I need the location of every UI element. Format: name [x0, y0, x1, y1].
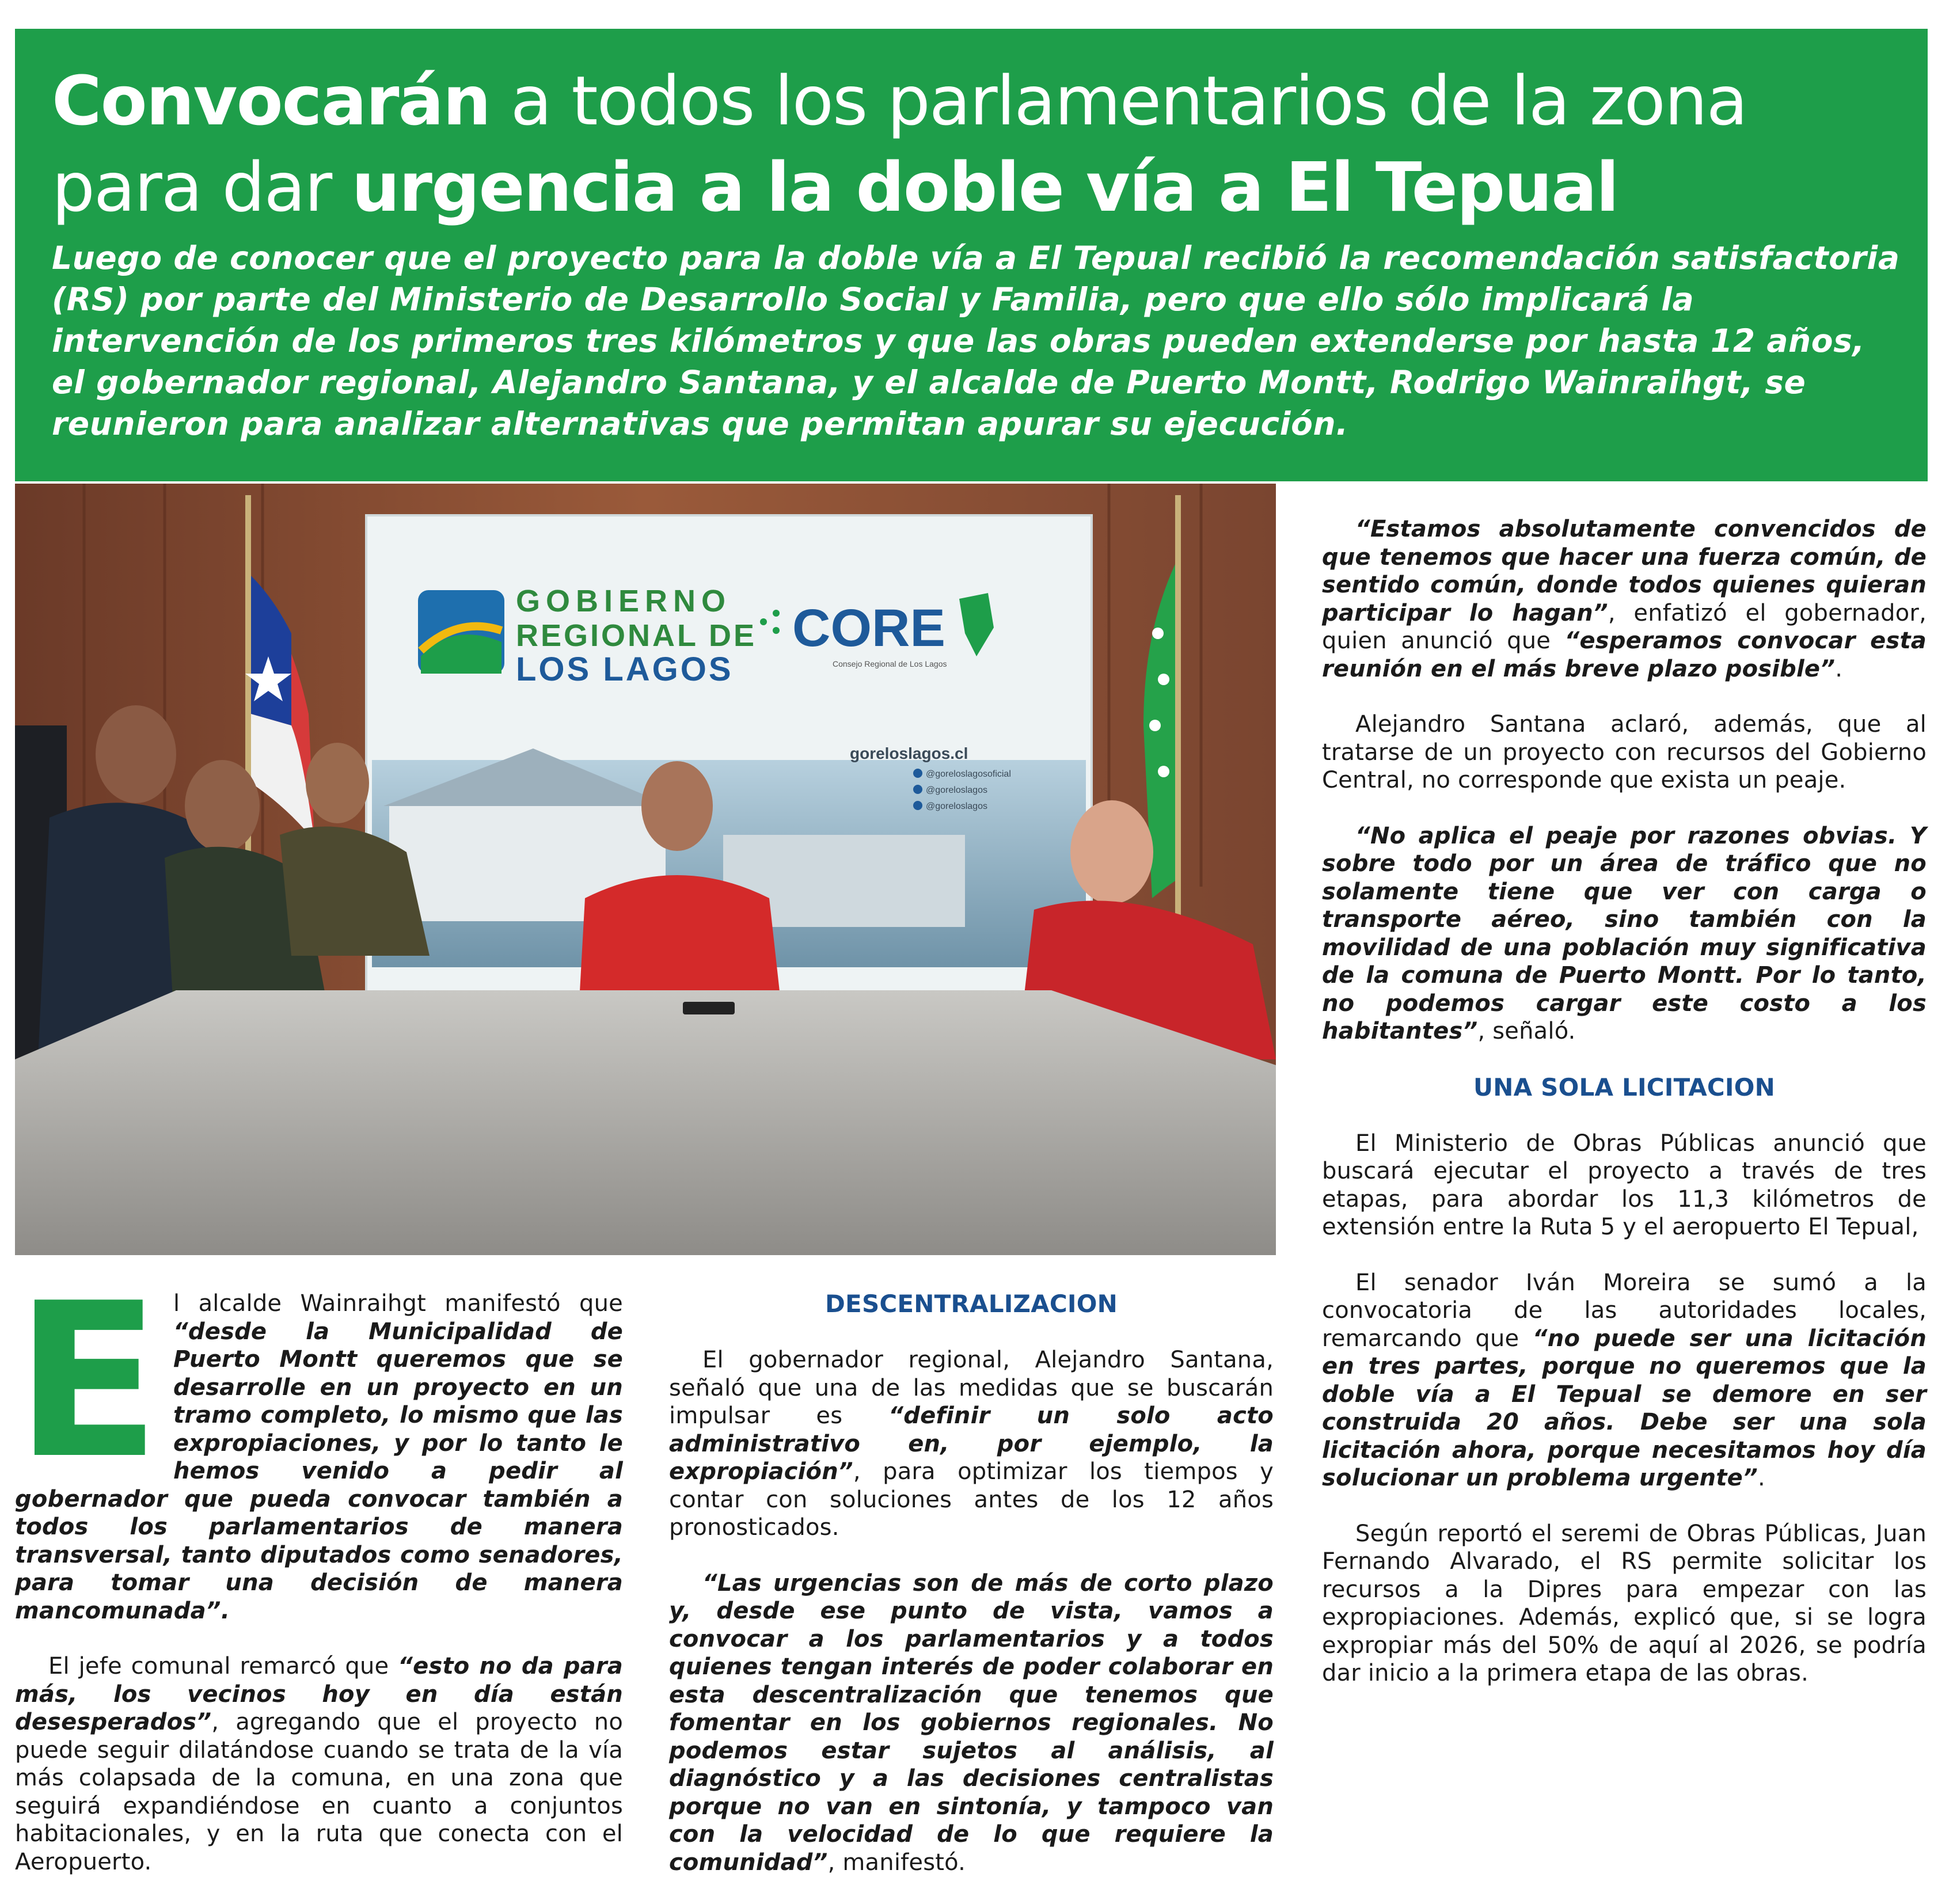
p3-text: El gobernador regional, Alejandro Santana, señaló que una de las medidas que se buscarán impulsar es	[669, 1347, 1274, 1429]
social-handle-2: @goreloslagos	[926, 785, 987, 795]
meeting-photo	[15, 484, 1276, 1255]
p5-quote-2: “esperamos convocar esta reunión en el más breve plazo posible”	[1322, 628, 1927, 682]
drop-cap: E	[15, 1258, 161, 1506]
facebook-icon	[913, 769, 922, 778]
article-column-1	[15, 1258, 623, 1903]
headline-bold-end: urgencia a la doble vía a El Tepual	[351, 147, 1618, 227]
core-logo: CORE	[792, 599, 945, 658]
p3-quote: “definir un solo acto administrativo en, por ejemplo, la expropiación”	[669, 1403, 1274, 1485]
article-paragraph-4	[669, 1569, 1274, 1877]
article-paragraph-6: Alejandro Santana aclaró, además, que al tratarse de un proyecto con recursos del Gobierno Central, no corresponde que exista un peaje.	[1322, 711, 1927, 793]
gobierno-logo-icon	[418, 590, 504, 674]
p2-quote: “esto no da para más, los vecinos hoy en día están desesperados”	[15, 1653, 623, 1735]
meeting-photo-illustration	[15, 484, 1276, 1255]
p5-quote: “Estamos absolutamente convencidos de que tenemos que hacer una fuerza común, de sentido común, donde todos quienes quieran participar lo hagan”	[1322, 516, 1927, 626]
banner-line-3: LOS LAGOS	[516, 651, 734, 688]
headline	[52, 58, 1906, 230]
p4-quote: “Las urgencias son de más de corto plazo y, desde ese punto de vista, vamos a convocar a los parlamentarios y a todos quienes tengan interés de poder colaborar en esta descentralización que tenemos que fomentar en los gobiernos regionales. No podemos estar sujetos al análisis, al diagnóstico y a las decisiones centralistas porque no van en sintonía, y tampoco van con la velocidad de lo que requiere la comunidad”	[669, 1569, 1274, 1876]
deck-summary: Luego de conocer que el proyecto para la doble vía a El Tepual recibió la recomendación satisfactoria (RS) por parte del Ministerio de Desarrollo Social y Familia, pero que ello sólo implicará la intervención de los primeros tres kilómetros y que las obras pueden extenderse por hasta 12 años, el gobernador regional, Alejandro Santana, y el alcalde de Puerto Montt, Rodrigo Wainraihgt, se reunieron para analizar alternativas que permitan apurar su ejecución.	[52, 240, 1900, 442]
subheading-descentralizacion: DESCENTRALIZACION	[824, 1290, 1118, 1318]
conference-table	[15, 990, 1276, 1255]
article-paragraph-3	[669, 1346, 1274, 1542]
article-paragraph-5	[1322, 515, 1927, 683]
article-paragraph-1	[15, 1258, 623, 1625]
p3-text-end: , para optimizar los tiempos y contar con soluciones antes de los 12 años pronosticados.	[669, 1458, 1274, 1541]
p7-quote: “No aplica el peaje por razones obvias. Y sobre todo por un área de tráfico que no solamente tiene que ver con carga o transporte aéreo, sino también con la movilidad de una población muy significativa de la comuna de Puerto Montt. Por lo tanto, no podemos cargar este costo a los habitantes”	[1322, 822, 1927, 1044]
article-column-3	[1322, 515, 1927, 1715]
article-paragraph-2	[15, 1652, 623, 1876]
headline-regular: a todos los parlamentarios de la zona para dar	[52, 61, 1747, 227]
banner-line-1: GOBIERNO	[516, 584, 732, 618]
instagram-icon	[913, 801, 922, 810]
p5-text: , enfatizó el gobernador, quien anunció que	[1322, 599, 1927, 654]
p7-text-end: , señaló.	[1477, 1018, 1576, 1044]
banner-line-2: REGIONAL DE	[516, 618, 757, 653]
article-paragraph-8: El Ministerio de Obras Públicas anunció que buscará ejecutar el proyecto a través de tres etapas, para abordar los 11,3 kilómetros de extensión entre la Ruta 5 y el aeropuerto El Tepual,	[1322, 1130, 1927, 1240]
p2-text-end: , agregando que el proyecto no puede seguir dilatándose cuando se trata de la vía más colapsada de la comuna, en una zona que seguirá expandiéndose en cuanto a conjuntos habitacionales, y en la ruta que conecta con el Aeropuerto.	[15, 1709, 623, 1875]
core-subtitle: Consejo Regional de Los Lagos	[833, 659, 947, 668]
p9-text: El senador Iván Moreira se sumó a la convocatoria de las autoridades locales, remarcando que	[1322, 1269, 1927, 1352]
p2-text: El jefe comunal remarcó que	[48, 1653, 398, 1679]
article-paragraph-9	[1322, 1269, 1927, 1492]
header-banner	[15, 29, 1928, 481]
p1-text: l alcalde Wainraihgt manifestó que	[173, 1290, 623, 1317]
social-handle-3: @goreloslagos	[926, 801, 987, 811]
article-column-2	[669, 1290, 1274, 1904]
headline-bold-lead: Convocarán	[52, 61, 491, 140]
twitter-icon	[913, 785, 922, 794]
p4-text-end: , manifestó.	[827, 1849, 966, 1876]
p1-quote: “desde la Municipalidad de Puerto Montt queremos que se desarrolle en un proyecto en un tramo completo, lo mismo que las expropiaciones, y por lo tanto le hemos venido a pedir al gobernador que pueda convocar también a todos los parlamentarios de manera transversal, tanto diputados como senadores, para tomar una decisión de manera mancomunada”.	[15, 1318, 623, 1624]
article-paragraph-10: Según reportó el seremi de Obras Públicas, Juan Fernando Alvarado, el RS permite solicitar los recursos a la Dipres para empezar con las expropiaciones. Además, explicó que, si se logra expropiar más del 50% de aquí al 2026, se podría dar inicio a la primera etapa de las obras.	[1322, 1520, 1927, 1686]
p5-text-end: .	[1835, 655, 1843, 682]
article-paragraph-7	[1322, 822, 1927, 1046]
social-handle-1: @goreloslagosoficial	[926, 769, 1011, 779]
p9-quote: “no puede ser una licitación en tres partes, porque no queremos que la doble vía a El Tepual se demore en ser construida 20 años. Debe ser una sola licitación ahora, porque necesitamos hoy día solucionar un problema urgente”	[1322, 1325, 1927, 1491]
subheading-licitacion: UNA SOLA LICITACION	[1473, 1073, 1776, 1101]
p9-text-end: .	[1757, 1465, 1765, 1491]
banner-website: goreloslagos.cl	[850, 744, 968, 762]
